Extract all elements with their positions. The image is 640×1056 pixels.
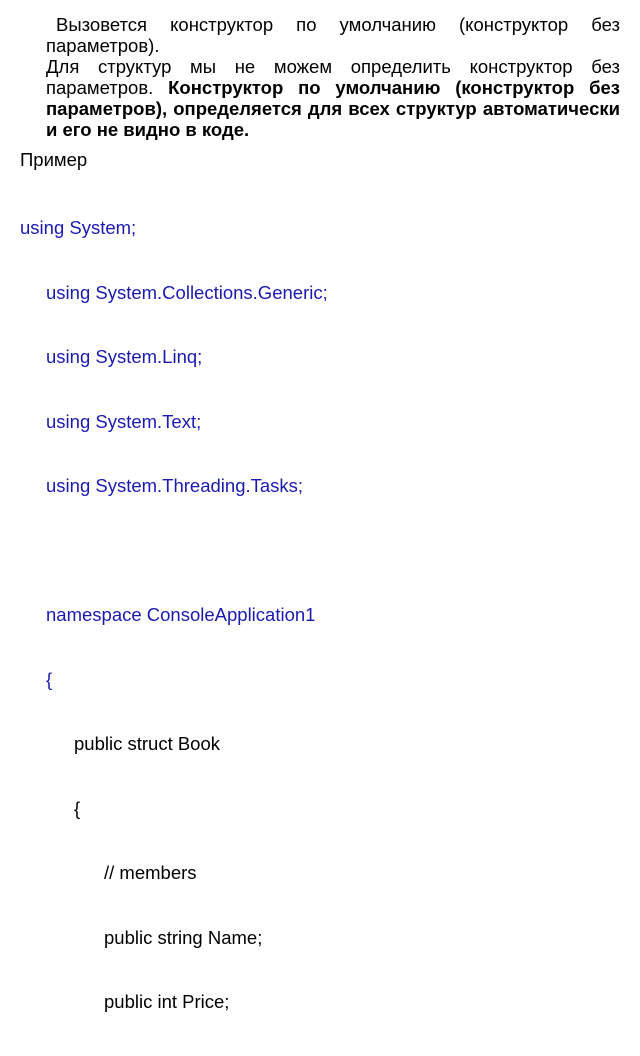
code-line-field-name: public string Name; — [104, 926, 263, 948]
code-line-using-collections: using System.Collections.Generic; — [46, 281, 328, 303]
intro-struct-rule-bold: Конструктор по умолчанию (конструктор без параметров), определяется для всех структур автоматически и его не видно в коде. — [46, 77, 621, 140]
code-line-field-price: public int Price; — [104, 991, 230, 1012]
code-line-blank — [20, 540, 328, 562]
code-listing — [20, 174, 328, 1056]
example-heading: Пример — [20, 149, 88, 170]
code-line-using-linq: using System.Linq; — [46, 346, 203, 367]
code-line-using-tasks: using System.Threading.Tasks; — [46, 475, 304, 496]
intro-text-block — [46, 14, 620, 140]
code-line-struct-declaration: public struct Book — [74, 733, 221, 754]
code-line-namespace: namespace ConsoleApplication1 — [46, 604, 316, 625]
code-line-using-text: using System.Text; — [46, 410, 202, 432]
code-line-namespace-open-brace: { — [46, 668, 53, 690]
code-line-struct-open-brace: { — [74, 797, 81, 819]
intro-paragraph-default-constructor: Вызовется конструктор по умолчанию (конструктор без параметров). — [46, 14, 620, 56]
code-line-members-comment: // members — [104, 862, 197, 883]
intro-paragraph-struct-rule — [46, 56, 620, 140]
code-line-using-system: using System; — [20, 217, 137, 238]
intro-struct-rule-regular: Для структур мы не можем определить конструктор без параметров. — [46, 56, 620, 98]
